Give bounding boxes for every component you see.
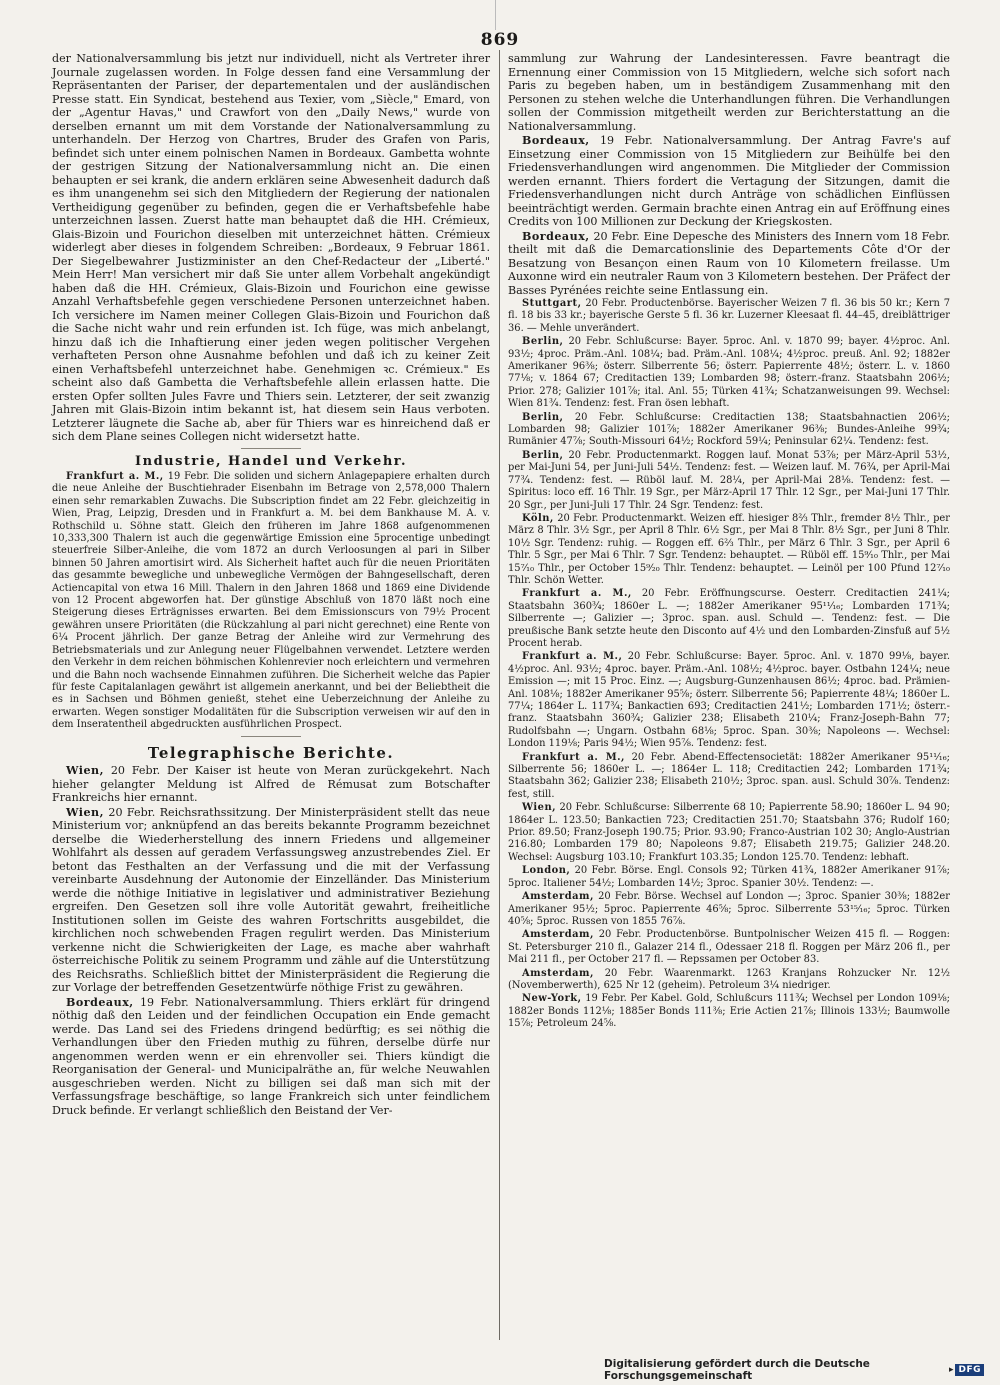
- market-place: Frankfurt a. M.,: [522, 651, 623, 663]
- market-place: Stuttgart,: [522, 298, 582, 309]
- market-text: 20 Febr. Schlußcurse: Bayer. 5proc. Anl. v. 1870 99; bayer. 4½proc. Anl. 93½; 4proc. Präm.-Anl. 108¼; bad. Präm.-Anl. 108¼; 4½proc. preuß. Anl. 92; 1882er Amerikaner 96⅜; österr. Silberrente 56; österr. Papierrente 48½; österr. L. v. 1860 77⅛; v. 1864 67; Creditactien 139; Lombarden 98; österr.-franz. Staatsbahn 206½; Prior. 278; Galizier 101⅞; ital. Anl. 55; Türken 41¾; Schatzanweisungen 99. Wechsel: Wien 81¾. Tendenz: fest. Fran ösen lebhaft.: [508, 336, 950, 410]
- market-text: 19 Febr. Per Kabel. Gold, Schlußcurs 111¾; Wechsel per London 109⅛; 1882er Bonds 112⅛; 1885er Bonds 111⅜; Erie Actien 21⅞; Illinois 133½; Baumwolle 15⅞; Petroleum 24⅝.: [508, 993, 950, 1030]
- market-place: London,: [522, 865, 571, 877]
- report-text: 19 Febr. Nationalversammlung. Thiers erklärt für dringend nöthig daß den Leiden und der feindlichen Occupation ein Ende gemacht werde. Das Land sei des Friedens dringend bedürftig; es sei nöthig die Verhandlungen über den Frieden muthig zu führen, derselbe dürfe nur angenommen werden wenn er ein ehrenvoller sei. Thiers kündigt die Reorganisation der General- und Municipalräthe an, für welche Neuwahlen ausgeschrieben werden. Nicht zu billigen sei daß man sich mit der Verfassungsfrage beschäftige, so lange Frankreich sich unter feindlichem Druck befinde. Er verlangt schließlich den Beistand der Ver-: [52, 995, 490, 1117]
- market-place: Amsterdam,: [522, 967, 594, 979]
- report-place: Wien,: [66, 764, 104, 778]
- report-text: 19 Febr. Nationalversammlung. Der Antrag Favre's auf Einsetzung einer Commission von 15 Mitgliedern zur Beihülfe bei den Friedensverhandlungen wird angenommen. Die Mitglieder der Commission werden ernannt. Thiers fordert die Vertagung der Sitzungen, damit die Friedensverhandlungen nicht durch Anträge von schädlichen Einflüssen beeinträchtigt werden. Germain brachte einen Antrag ein auf Eröffnung eines Credits von 100 Millionen zur Deckung der Kriegskosten.: [508, 134, 950, 228]
- market-report: [508, 968, 950, 993]
- funding-footer: [604, 1358, 984, 1382]
- section-separator: [241, 448, 301, 449]
- left-column: [52, 52, 490, 1118]
- market-text: 20 Febr. Waarenmarkt. 1263 Kranjans Rohzucker Nr. 12½ (Novemberwerth), 625 Nr 12 (geheim). Petroleum 3¼ niedriger.: [508, 967, 950, 991]
- market-text: 20 Febr. Productenmarkt. Weizen eff. hiesiger 8⅔ Thlr., fremder 8½ Thlr., per März 8 Thlr. 3½ Sgr., per April 8 Thlr. 6½ Sgr., per Mai 8 Thlr. 8½ Sgr., per Juni 8 Thlr. 10½ Sgr. Tendenz: ruhig. — Roggen eff. 6⅔ Thlr., per März 6 Thlr. 3 Sgr., per April 6 Thlr. 5 Sgr., per Mai 6 Thlr. 7 Sgr. Tendenz: behauptet. — Rüböl eff. 15⁹⁄₁₀ Thlr., per Mai 15⁷⁄₁₀ Thlr., per October 15⁹⁄₂₀ Thlr. Tendenz: behauptet. — Leinöl per 100 Pfund 12⁷⁄₁₀ Thlr. Schön Wetter.: [508, 512, 950, 586]
- fold-mark: [495, 0, 508, 30]
- telegraph-reports: [52, 764, 490, 1117]
- dfg-logo: [949, 1364, 984, 1376]
- market-report: [508, 412, 950, 449]
- market-report: [508, 336, 950, 410]
- market-report: [508, 588, 950, 650]
- report-item: [52, 806, 490, 995]
- report-place: Wien,: [66, 805, 104, 819]
- market-text: 20 Febr. Productenbörse. Buntpolnischer Weizen 415 fl. — Roggen: St. Petersburger 210 fl., Galazer 214 fl., Odessaer 218 fl. Roggen per März 206 fl., per Mai 211 fl., per October 217 fl. — Repssamen per October 83.: [508, 929, 951, 966]
- page-number: 869: [480, 30, 520, 50]
- market-place: Berlin,: [522, 449, 564, 461]
- section-heading-telegraph: Telegraphische Berichte.: [147, 743, 395, 762]
- report-text: 20 Febr. Eine Depesche des Ministers des Innern vom 18 Febr. theilt mit daß die Demarcationslinie des Departements Côte d'Or der Besatzung von Besançon einen Raum von 10 Kilometern freilasse. Um Auxonne wird ein neutraler Raum von 3 Kilometern bestehen. Der Präfect der Basses Pyrénées reichte seine Entlassung ein.: [508, 229, 950, 297]
- report-text: 20 Febr. Reichsrathssitzung. Der Ministerpräsident stellt das neue Ministerium vor; anknüpfend an das bereits bekannte Programm bezeichnet derselbe die Wiederherstellung des innern Friedens und allgemeiner Wohlfahrt als dessen auf geradem Verfassungsweg anzustrebendes Ziel. Er betont das Festhalten an der Verfassung und die mit der Verfassung vereinbarte Ausdehnung der Autonomie der Einzelländer. Das Ministerium werde die nöthige Initiative in legislativer und administrativer Beziehung ergreifen. Den Gesetzen soll ihre volle Autorität gewahrt, freiheitliche Institutionen sollen im Geiste des wahren Fortschritts ausgebildet, die kirchlichen noch schwebenden Fragen regulirt werden. Das Ministerium verkenne nicht die Schwierigkeiten der Lage, es mache aber wahrhaft österreichische Politik zu seinem Programm und zähle auf die Unterstützung des Reichsraths. Schließlich bittet der Ministerpräsident die Regierung die zur Vorlage der betreffenden Gesetzentwürfe nöthige Frist zu gewähren.: [52, 805, 490, 995]
- market-place: Köln,: [522, 512, 554, 524]
- column-divider: [499, 50, 500, 1340]
- market-text: 20 Febr. Schlußcurse: Creditactien 138; Staatsbahnactien 206½; Lombarden 98; Galizier 101⅞; 1882er Amerikaner 96⅜; Bundes-Anleihe 99¾; Rumänier 47⅞; South-Missouri 64½; Rockford 59¼; Peninsular 62¼. Tendenz: fest.: [508, 411, 951, 448]
- report-item: [508, 134, 950, 229]
- report-item: [508, 230, 950, 298]
- market-report: [508, 802, 950, 864]
- market-report: [508, 865, 950, 890]
- article-place: Frankfurt a. M.,: [66, 471, 164, 482]
- market-text: 20 Febr. Schlußcurse: Silberrente 68 10; Papierrente 58.90; 1860er L. 94 90; 1864er L. 123.50; Bankactien 723; Creditactien 251.70; Staatsbahn 376; Rudolf 160; Prior. 89.50; Franz-Joseph 190.75; Prior. 93.90; Franco-Austrian 102 30; Anglo-Austrian 216.80; Lombarden 179 80; Napoleons 9.87; Elisabeth 219.75; Galizier 248.20. Wechsel: Augsburg 103.10; Frankfurt 103.35; London 125.70. Tendenz: lebhaft.: [508, 802, 950, 863]
- right-column: [508, 52, 950, 1032]
- market-report: [508, 298, 950, 335]
- continuation-paragraph: sammlung zur Wahrung der Landesinteressen. Favre beantragt die Ernennung einer Commission von 15 Mitgliedern, welche sich sofort nach Paris zu begeben haben, um in beständigem Zusammenhang mit den Personen zu stehen welche die Unterhandlungen führen. Die Verhandlungen sollen der Commission mitgetheilt werden zur Berichterstattung an die Nationalversammlung.: [508, 52, 950, 133]
- dfg-logo-text: DFG: [955, 1364, 984, 1376]
- section-separator: [241, 736, 301, 737]
- market-report: [508, 651, 950, 750]
- market-place: Wien,: [522, 802, 557, 814]
- market-text: 20 Febr. Börse. Engl. Consols 92; Türken 41¾, 1882er Amerikaner 91⅞; 5proc. Italiener 54½; Lombarden 14½; 3proc. Spanier 30½. Tendenz: —.: [508, 865, 950, 889]
- market-report: [508, 752, 950, 802]
- market-place: Berlin,: [522, 336, 564, 348]
- report-place: Bordeaux,: [522, 229, 590, 243]
- intro-paragraph: der Nationalversammlung bis jetzt nur individuell, nicht als Vertreter ihrer Journale zugelassen worden. In Folge dessen fand eine Versammlung der Repräsentanten der Pariser, der departementalen und der ausländischen Presse statt. Ein Syndicat, bestehend aus Texier, vom „Siècle," Emard, von der „Agentur Havas," und Crawfort von den „Daily News," wurde von derselben ernannt um mit dem Vorstande der Nationalversammlung zu unterhandeln. Der Herzog von Chartres, Bruder des Grafen von Paris, befindet sich unter einem polnischen Namen in Bordeaux. Gambetta wohnte der gestrigen Sitzung der Nationalversammlung nicht an. Die einen behaupten er sei krank, die andern erklären seine Abwesenheit dadurch daß es ihm unangenehm sei sich den Mitgliedern der Regierung der nationalen Vertheidigung gegenüber zu befinden, gegen die er Verhaftsbefehle habe unterzeichnen lassen. Zuerst hatte man behauptet daß die HH. Crémieux, Glais-Bizoin und Fourichon dieselben mit unterzeichnet hätten. Crémieux widerlegt aber dieses in folgendem Schreiben: „Bordeaux, 9 Februar 1861. Der Siegelbewahrer Justizminister an den Chef-Redacteur der „Liberté." Mein Herr! Man versichert mir daß Sie unter allem Vorbehalt angekündigt haben daß die HH. Crémieux, Glais-Bizoin und Fourichon eine gewisse Anzahl Verhaftsbefehle gegen verschiedene Personen unterzeichnet haben. Ich versichere im Namen meiner Collegen Glais-Bizoin und Fourichon daß die Sache nicht wahr und rein erfunden ist. Ich füge, was mich anbelangt, hinzu daß ich die Inhaftierung einer jeden wegen politischer Vergehen verhafteten Person ohne Ausnahme befohlen und daß ich zu keiner Zeit einen Verhaftsbefehl unterzeichnet habe. Genehmigen ꝛc. Crémieux." Es scheint also daß Gambetta die Verhaftsbefehle allein erlassen hatte. Die ersten Opfer sollten Jules Favre und Thiers sein. Letzterer, der seit zwanzig Jahren mit Glais-Bizoin intim bekannt ist, hat diesem sein Haus verboten. Letzterer läugnete die Sache ab, aber für Thiers war es hinreichend daß er sich dem Plane seines Collegen nicht widersetzt hatte.: [52, 52, 490, 443]
- arrow-icon: ▸: [948, 1365, 954, 1375]
- report-place: Bordeaux,: [522, 134, 590, 147]
- market-text: 20 Febr. Börse. Wechsel auf London —; 3proc. Spanier 30⅜; 1882er Amerikaner 95½; 5proc. Papierrente 46⅝; 5proc. Silberrente 53¹⁵⁄₁₆; 5proc. Türken 40⅝; 5proc. Russen von 1855 76⅞.: [508, 891, 950, 927]
- market-text: 20 Febr. Eröffnungscurse. Oesterr. Creditactien 241¼; Staatsbahn 360¾; 1860er L. —; 1882er Amerikaner 95¹¹⁄₁₆; Lombarden 171¾; Silberrente —; Galizier —; 3proc. span. ausl. Schuld —. Tendenz: fest. — Die preußische Bank setzte heute den Disconto auf 4½ und den Lombarden-Zinsfuß auf 5½ Procent herab.: [508, 588, 951, 649]
- section-heading-industry: Industrie, Handel und Verkehr.: [135, 453, 407, 469]
- report-place: Bordeaux,: [66, 995, 134, 1009]
- market-report: [508, 929, 950, 966]
- footer-text: Digitalisierung gefördert durch die Deutsche Forschungsgemeinschaft: [604, 1358, 870, 1382]
- market-report: [508, 993, 950, 1030]
- report-item: [52, 996, 490, 1118]
- market-place: Amsterdam,: [522, 929, 594, 941]
- market-report: [508, 513, 950, 587]
- market-text: 20 Febr. Productenmarkt. Roggen lauf. Monat 53⅞; per März-April 53½, per Mai-Juni 54, per Juni-Juli 54½. Tendenz: fest. — Weizen lauf. M. 76¾, per April-Mai 77¾. Tendenz: fest. — Rüböl lauf. M. 28¼, per April-Mai 28⅛. Tendenz: fest. — Spiritus: loco eff. 16 Thlr. 19 Sgr., per März-April 17 Thlr. 12 Sgr., per Mai-Juni 17 Thlr. 20 Sgr., per Juni-Juli 17 Thlr. 24 Sgr. Tendenz: fest.: [508, 449, 951, 511]
- market-text: 20 Febr. Abend-Effectensocietät: 1882er Amerikaner 95¹¹⁄₁₆; Silberrente 56; 1860er L. —; 1864er L. 118; Creditactien 242; Lombarden 171¾; Staatsbahn 362; Galizier 238; Elisabeth 210½; 3proc. span. ausl. Schuld 30⅞. Tendenz: fest, still.: [508, 751, 951, 800]
- market-place: Frankfurt a. M.,: [522, 751, 625, 763]
- report-text: 20 Febr. Der Kaiser ist heute von Meran zurückgekehrt. Nach hieher gelangter Meldung ist Alfred de Rémusat zum Botschafter Frankreichs hier ernannt.: [52, 764, 490, 805]
- market-place: New-York,: [522, 993, 582, 1005]
- market-text: 20 Febr. Schlußcurse: Bayer. 5proc. Anl. v. 1870 99⅛, bayer. 4½proc. Anl. 93½; 4proc. bayer. Präm.-Anl. 108½; 4½proc. bayer. Ostbahn 124¼; neue Emission —; mit 15 Proc. Einz. —; Augsburg-Gunzenhausen 86½; 4proc. bad. Prämien-Anl. 108⅛; 1882er Amerikaner 95⅝; österr. Silberrente 56; Papierrente 48¼; 1860er L. 77¼; 1864er L. 117¾; Bankactien 693; Creditactien 241½; Lombarden 171½; österr.-franz. Staatsbahn 360¾; Galizier 238; Elisabeth 210¼; Franz-Joseph-Bahn 77; Rudolfsbahn —; Ungarn. Ostbahn 68⅛; 5proc. Span. 30⅜; Napoleons —. Wechsel: London 119⅛; Paris 94½; Wien 95⅞. Tendenz: fest.: [508, 651, 951, 750]
- market-place: Berlin,: [522, 411, 564, 423]
- article-text: 19 Febr. Die soliden und sichern Anlagepapiere erhalten durch die neue Anleihe der Buschtiehrader Eisenbahn im Betrage von 2,578,000 Thalern einen sehr remarkablen Zuwachs. Die Subscription findet am 22 Febr. gleichzeitig in Wien, Prag, Leipzig, Dresden und in Frankfurt a. M. bei dem Bankhause M. A. v. Rothschild u. Söhne statt. Gleich den früheren im Jahre 1868 aufgenommenen 10,333,300 Thalern ist auch die gegenwärtige Emission eine 5procentige unbedingt steuerfreie Silber-Anleihe, die vom 1872 an durch Verloosungen al pari in Silber binnen 50 Jahren amortisirt wird. Als Sicherheit haftet auch für die neuen Prioritäten das gesammte bewegliche und unbewegliche Vermögen der Bahngesellschaft, deren Actiencapital von etwa 16 Mill. Thalern in den Jahren 1868 und 1869 eine Dividende von 12 Procent abgeworfen hat. Der günstige Abschluß von 1870 läßt noch eine Steigerung dieses Erträgnisses erwarten. Bei dem Emissionscurs von 79½ Procent gewähren unsere Prioritäten (die Rückzahlung al pari nicht gerechnet) eine Rente von 6¼ Procent jährlich. Der ganze Betrag der Anleihe wird zur Vermehrung des Betriebsmaterials und zur Anlegung neuer Flügelbahnen verwendet. Letztere werden den Verkehr in dem reichen böhmischen Kohlenrevier noch erleichtern und vermehren und die Bahn noch wachsende Einnahmen zuführen. Die Sicherheit welche das Papier für feste Capitalanlagen gewährt ist allgemein anerkannt, und bei der Beliebtheit die es in Sachsen und Böhmen genießt, stehet eine Ueberzeichnung der Anleihe zu erwarten. Wegen sonstiger Modalitäten für die Subscription verweisen wir auf den in dem Inseratentheil abgedruckten ausführlichen Prospect.: [52, 471, 490, 731]
- market-place: Frankfurt a. M.,: [522, 588, 632, 600]
- market-report: [508, 450, 950, 512]
- market-place: Amsterdam,: [522, 891, 594, 903]
- market-report: [508, 891, 950, 928]
- article-frankfurt-industry: [52, 471, 490, 732]
- market-text: 20 Febr. Productenbörse. Bayerischer Weizen 7 fl. 36 bis 50 kr.; Kern 7 fl. 18 bis 33 kr.; bayerische Gerste 5 fl. 36 kr. Luzerner Kleesaat fl. 44–45, dreiblättriger 36. — Mehle unverändert.: [508, 298, 950, 334]
- report-item: [52, 764, 490, 805]
- market-reports: [508, 298, 950, 1031]
